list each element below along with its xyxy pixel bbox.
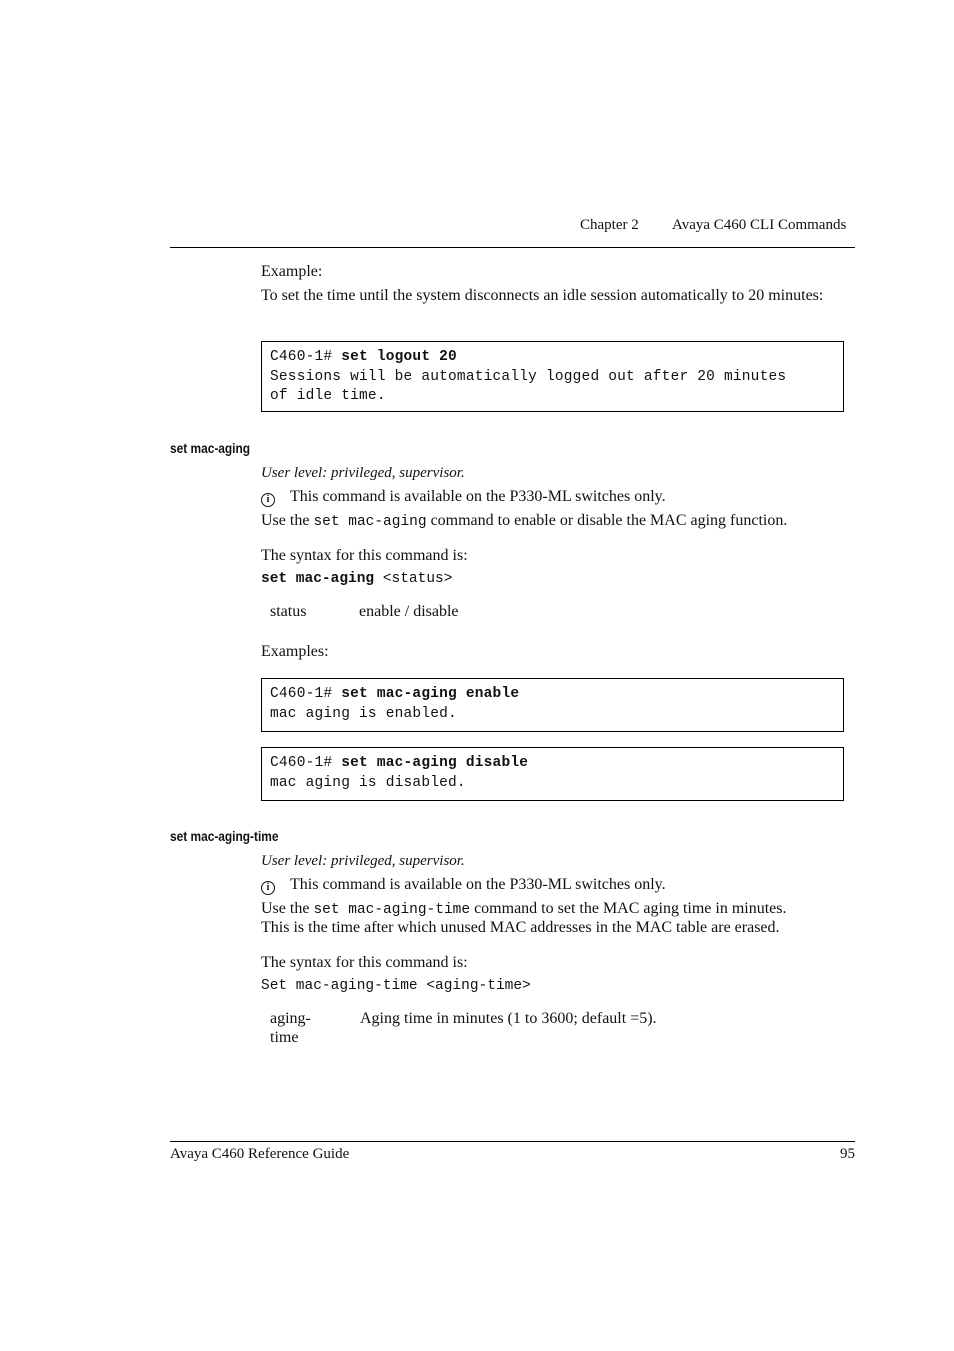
usage-text [261, 899, 786, 920]
syntax-param: <status> [374, 571, 453, 587]
code-prompt: C460-1# [270, 755, 342, 771]
syntax-command: set mac-aging [261, 571, 375, 587]
note-line [261, 487, 666, 507]
example-description: To set the time until the system disconnects an idle session automatically to 20 minutes: [261, 287, 824, 304]
code-output-line: of idle time. [270, 388, 386, 404]
usage-text [261, 511, 787, 532]
info-icon: i [261, 881, 275, 895]
examples-label: Examples: [261, 643, 329, 660]
footer-rule [170, 1141, 855, 1142]
param-name: status [270, 603, 307, 620]
syntax-intro: The syntax for this command is: [261, 547, 468, 564]
code-output-line: mac aging is disabled. [270, 774, 466, 791]
param-name-line: time [270, 1029, 299, 1046]
code-block-disable [261, 747, 844, 801]
page-number: 95 [840, 1146, 855, 1162]
code-line-command [270, 754, 835, 774]
user-level: User level: privileged, supervisor. [261, 853, 465, 869]
param-description: enable / disable [359, 603, 459, 620]
code-prompt: C460-1# [270, 349, 342, 365]
code-output-line: mac aging is enabled. [270, 705, 457, 722]
param-name [270, 1009, 311, 1047]
syntax-intro: The syntax for this command is: [261, 954, 468, 971]
usage-text-line2: This is the time after which unused MAC addresses in the MAC table are erased. [261, 919, 780, 936]
code-line-command [270, 685, 835, 705]
code-command: set mac-aging disable [341, 755, 529, 771]
usage-pre: Use the [261, 512, 314, 529]
example-label: Example: [261, 263, 323, 280]
usage-code: set mac-aging-time [313, 902, 471, 918]
usage-code: set mac-aging [313, 514, 427, 530]
note-text: This command is available on the P330-ML switches only. [290, 876, 666, 893]
header-chapter: Chapter 2 [580, 217, 639, 233]
syntax-line: Set mac-aging-time <aging-time> [261, 978, 531, 994]
code-block-enable [261, 678, 844, 732]
code-prompt: C460-1# [270, 686, 342, 702]
code-line-command [270, 348, 835, 368]
section-heading-mac-aging: set mac-aging [170, 440, 251, 456]
note-line [261, 875, 666, 895]
code-command: set logout 20 [341, 349, 457, 365]
param-name-line: aging- [270, 1010, 311, 1027]
info-icon: i [261, 493, 275, 507]
usage-pre: Use the [261, 900, 314, 917]
usage-post: command to enable or disable the MAC aging function. [426, 512, 788, 529]
user-level: User level: privileged, supervisor. [261, 465, 465, 481]
code-output-line: Sessions will be automatically logged out after 20 minutes [270, 368, 787, 385]
note-text: This command is available on the P330-ML switches only. [290, 488, 666, 505]
footer-guide-title: Avaya C460 Reference Guide [170, 1146, 350, 1162]
section-heading-mac-aging-time: set mac-aging-time [170, 828, 279, 844]
usage-post: command to set the MAC aging time in minutes. [470, 900, 787, 917]
header-rule [170, 247, 855, 248]
syntax-line [261, 571, 452, 587]
header-title: Avaya C460 CLI Commands [672, 217, 847, 233]
param-description: Aging time in minutes (1 to 3600; default =5). [360, 1010, 657, 1027]
code-block-logout [261, 341, 844, 412]
code-command: set mac-aging enable [341, 686, 520, 702]
